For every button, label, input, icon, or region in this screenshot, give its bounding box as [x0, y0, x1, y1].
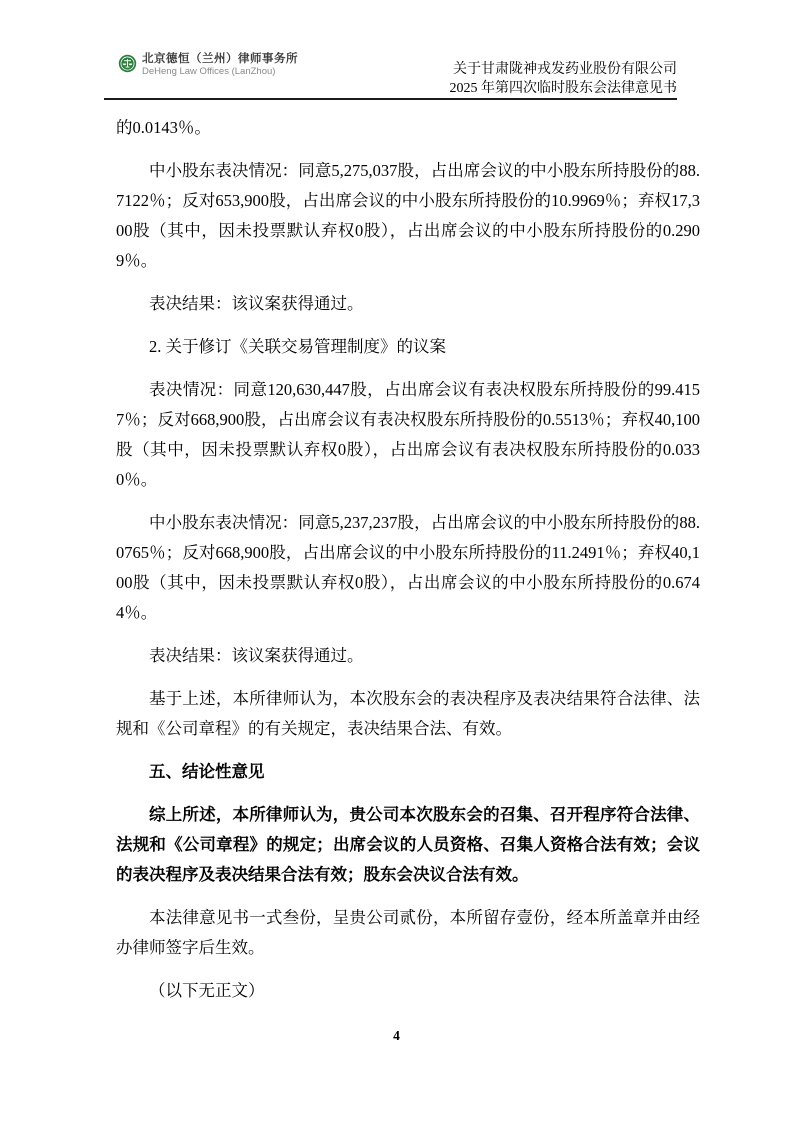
paragraph-10: 本法律意见书一式叁份，呈贵公司贰份，本所留存壹份，经本所盖章并由经办律师签字后生效。: [116, 908, 700, 957]
page-number: 4: [393, 1028, 400, 1043]
paragraph-8: 五、结论性意见: [149, 762, 265, 781]
paragraph-5: 中小股东表决情况：同意5,237,237股，占出席会议的中小股东所持股份的88.0765％；反对668,900股，占出席会议的中小股东所持股份的11.2491％；弃权40,100股（其中，因未投票默认弃权0股），占出席会议的中小股东所持股份的0.6744％。: [116, 513, 700, 622]
paragraph-3: 2. 关于修订《关联交易管理制度》的议案: [149, 337, 446, 356]
paragraph-4: 表决情况：同意120,630,447股，占出席会议有表决权股东所持股份的99.4157％；反对668,900股，占出席会议有表决权股东所持股份的0.5513％；弃权40,100股（其中，因未投票默认弃权0股），占出席会议有表决权股东所持股份的0.0330％。: [116, 380, 700, 489]
paragraph-1: 中小股东表决情况：同意5,275,037股，占出席会议的中小股东所持股份的88.7122％；反对653,900股，占出席会议的中小股东所持股份的10.9969％；弃权17,300股（其中，因未投票默认弃权0股），占出席会议的中小股东所持股份的0.2909％。: [116, 161, 700, 270]
paragraph-2: 表决结果：该议案获得通过。: [149, 294, 364, 313]
paragraph-0: 的0.0143％。: [116, 118, 211, 137]
paragraph-9: 综上所述，本所律师认为，贵公司本次股东会的召集、召开程序符合法律、法规和《公司章程》的规定；出席会议的人员资格、召集人资格合法有效；会议的表决程序及表决结果合法有效；股东会决议合法有效。: [116, 805, 700, 884]
header-firm-block: [118, 52, 298, 78]
paragraph-7: 基于上述，本所律师认为，本次股东会的表决程序及表决结果符合法律、法规和《公司章程》的有关规定，表决结果合法、有效。: [116, 689, 700, 738]
document-body: [116, 113, 700, 1019]
firm-name-en: DeHeng Law Offices (LanZhou): [142, 66, 276, 77]
paragraph-11: （以下无正文）: [149, 981, 265, 1000]
paragraph-6: 表决结果：该议案获得通过。: [149, 646, 364, 665]
firm-name-cn: 北京德恒（兰州）律师事务所: [142, 53, 298, 65]
doc-title-line2: 2025 年第四次临时股东会法律意见书: [449, 81, 677, 96]
firm-names: [142, 52, 298, 78]
doc-title-line1: 关于甘肃陇神戎发药业股份有限公司: [453, 62, 677, 77]
header-rule: [104, 98, 677, 100]
deheng-logo-icon: [118, 54, 137, 73]
header-doc-title: [450, 60, 678, 98]
